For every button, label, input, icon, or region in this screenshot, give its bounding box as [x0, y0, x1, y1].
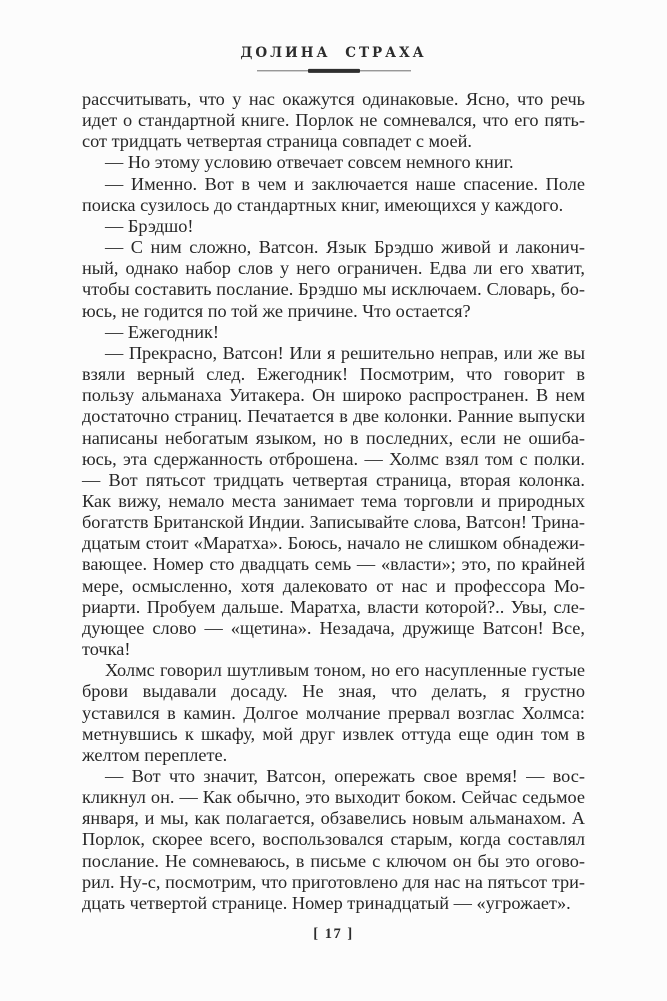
paragraph: — Ежегодник!: [105, 321, 220, 342]
paragraph: рассчитывать, что у нас окажутся одинаковые. Ясно, что речь идет о стандартной книге. Порлок не сомневался, что его пятьсот тридцать четвертая страница совпадет с моей.: [82, 89, 585, 152]
running-head: [82, 46, 585, 74]
body-text: [82, 89, 585, 914]
divider-ornament: [257, 68, 411, 74]
paragraph: — Вот что значит, Ватсон, опережать свое время! — воскликнул он. — Как обычно, это выходит боком. Сейчас седьмое января, и мы, как полагается, обзавелись новым альманахом. А Порлок, скорее всего, воспользовался старым, когда составлял послание. Не сомневаюсь, в письме с ключом он бы это оговорил. Ну-с, посмотрим, что приготовлено для нас на пятьсот тридцать четвертой странице. Номер тринадцатый — «угрожает».: [82, 766, 585, 913]
paragraph: — Брэдшо!: [105, 215, 194, 236]
paragraph: — С ним сложно, Ватсон. Язык Брэдшо живой и лаконичный, однако набор слов у него ограничен. Едва ли его хватит, чтобы составить послание. Брэдшо мы исключаем. Словарь, боюсь, не годится по той же причине. Что остается?: [82, 237, 585, 321]
chapter-title: ДОЛИНА СТРАХА: [240, 45, 427, 61]
paragraph: Холмс говорил шутливым тоном, но его насупленные густые брови выдавали досаду. Не зная, что делать, я грустно уставился в камин. Долгое молчание прервал возглас Холмса: метнувшись к шкафу, мой друг извлек оттуда еще один том в желтом переплете.: [82, 660, 585, 765]
paragraph: — Прекрасно, Ватсон! Или я решительно неправ, или же вы взяли верный след. Ежегодник! Посмотрим, что говорит в пользу альманаха Уитакера. Он широко распространен. В нем достаточно страниц. Печатается в две колонки. Ранние выпуски написаны небогатым языком, но в последних, если не ошибаюсь, эта сдержанность отброшена. — Холмс взял том с полки. — Вот пятьсот тридцать четвертая страница, вторая колонка. Как вижу, немало места занимает тема торговли и природных богатств Британской Индии. Записывайте слова, Ватсон! Тринадцатым стоит «Маратха». Боюсь, начало не слишком обнадеживающее. Номер сто двадцать семь — «власти»; это, по крайней мере, осмысленно, хотя далековато от нас и профессора Мориарти. Пробуем дальше. Маратха, власти которой?.. Увы, следующее слово — «щетина». Незадача, дружище Ватсон! Все, точка!: [82, 342, 585, 660]
paragraph: — Именно. Вот в чем и заключается наше спасение. Поле поиска сузилось до стандартных книг, имеющихся у каждого.: [82, 173, 585, 215]
paragraph: — Но этому условию отвечает совсем немного книг.: [105, 152, 514, 173]
page-number: [ 17 ]: [313, 926, 354, 942]
